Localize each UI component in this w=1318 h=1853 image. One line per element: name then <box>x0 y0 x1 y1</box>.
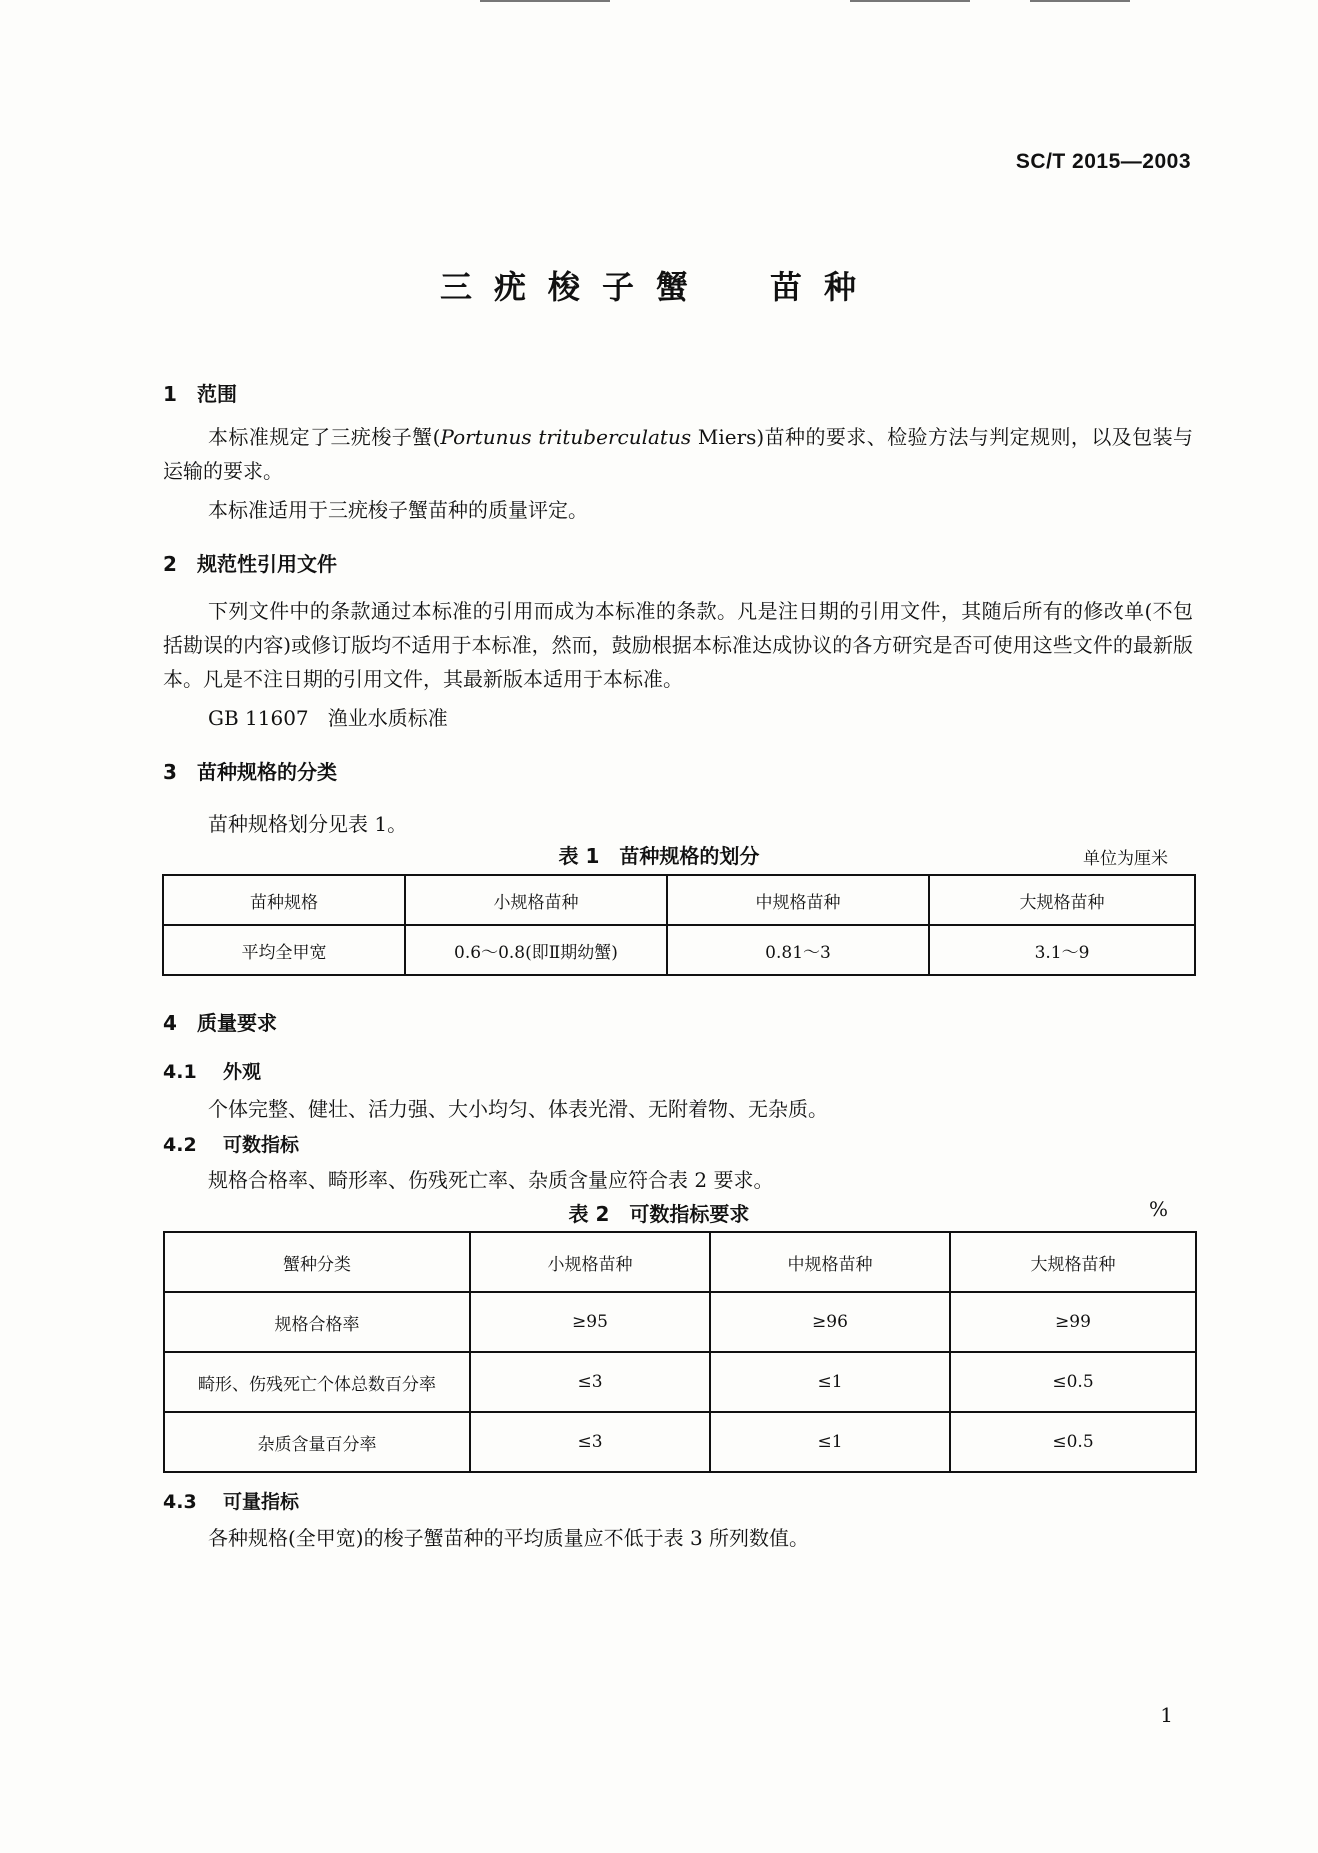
latin-name: Portunus trituberculatus <box>440 425 692 449</box>
section-4-2-heading: 4.2 可数指标 <box>163 1134 300 1156</box>
section-2-paragraph-1: 下列文件中的条款通过本标准的引用而成为本标准的条款。凡是注日期的引用文件，其随后所有的修改单(不包括勘误的内容)或修订版均不适用于本标准，然而，鼓励根据本标准达成协议的各方研究是否可使用这些文件的最新版本。凡是不注日期的引用文件，其最新版本适用于本标准。 <box>163 599 1193 691</box>
table-header-cell: 苗种规格 <box>163 875 405 925</box>
table-header-row <box>163 875 1195 925</box>
section-1-paragraph-1: 本标准规定了三疣梭子蟹(Portunus trituberculatus Miers)苗种的要求、检验方法与判定规则，以及包装与运输的要求。 <box>163 425 1193 483</box>
table-cell: ≥95 <box>470 1292 710 1352</box>
section-3-paragraph-1: 苗种规格划分见表 1。 <box>208 812 408 836</box>
table-header-cell: 大规格苗种 <box>950 1232 1196 1292</box>
table-cell: 畸形、伤残死亡个体总数百分率 <box>164 1352 470 1412</box>
table-row <box>164 1292 1196 1352</box>
title-part-1: 三疣梭子蟹 <box>439 268 710 306</box>
section-4-1-paragraph: 个体完整、健壮、活力强、大小均匀、体表光滑、无附着物、无杂质。 <box>208 1097 828 1121</box>
table-header-cell: 蟹种分类 <box>164 1232 470 1292</box>
table-row <box>163 925 1195 975</box>
table-cell: 0.81～3 <box>667 925 929 975</box>
section-4-2-paragraph: 规格合格率、畸形率、伤残死亡率、杂质含量应符合表 2 要求。 <box>208 1168 774 1192</box>
section-3-heading: 3 苗种规格的分类 <box>163 760 337 784</box>
table-header-cell: 小规格苗种 <box>470 1232 710 1292</box>
section-4-3-paragraph: 各种规格(全甲宽)的梭子蟹苗种的平均质量应不低于表 3 所列数值。 <box>208 1526 810 1550</box>
table-cell: ≤1 <box>710 1412 950 1472</box>
table-cell: 0.6～0.8(即Ⅱ期幼蟹) <box>405 925 667 975</box>
table-header-cell: 中规格苗种 <box>710 1232 950 1292</box>
table-1-caption: 表 1 苗种规格的划分 <box>558 844 760 868</box>
section-1-paragraph-2: 本标准适用于三疣梭子蟹苗种的质量评定。 <box>208 498 588 522</box>
reference-title: 渔业水质标准 <box>327 706 448 730</box>
document-title <box>0 262 1318 308</box>
table-cell: ≤3 <box>470 1352 710 1412</box>
reference-code: GB 11607 <box>208 706 309 730</box>
table-cell: 规格合格率 <box>164 1292 470 1352</box>
section-4-1-heading: 4.1 外观 <box>163 1061 262 1083</box>
table-2 <box>163 1231 1197 1473</box>
table-cell: ≥99 <box>950 1292 1196 1352</box>
table-header-cell: 大规格苗种 <box>929 875 1195 925</box>
table-cell: ≤1 <box>710 1352 950 1412</box>
title-part-2: 苗种 <box>770 268 879 306</box>
scan-artifact <box>480 0 610 2</box>
table-1 <box>162 874 1196 976</box>
table-cell: 3.1～9 <box>929 925 1195 975</box>
table-header-row <box>164 1232 1196 1292</box>
section-1-heading: 1 范围 <box>163 382 237 406</box>
table-2-caption: 表 2 可数指标要求 <box>568 1202 750 1226</box>
table-1-unit: 单位为厘米 <box>1083 849 1168 869</box>
table-header-cell: 小规格苗种 <box>405 875 667 925</box>
page-number: 1 <box>1160 1703 1173 1727</box>
table-cell: 平均全甲宽 <box>163 925 405 975</box>
section-2-heading: 2 规范性引用文件 <box>163 552 337 576</box>
section-4-heading: 4 质量要求 <box>163 1011 277 1035</box>
standard-code: SC/T 2015—2003 <box>1015 150 1191 173</box>
table-cell: ≥96 <box>710 1292 950 1352</box>
table-cell: 杂质含量百分率 <box>164 1412 470 1472</box>
table-cell: ≤0.5 <box>950 1412 1196 1472</box>
table-cell: ≤3 <box>470 1412 710 1472</box>
section-4-3-heading: 4.3 可量指标 <box>163 1491 300 1513</box>
scan-artifact <box>1030 0 1130 2</box>
scan-artifact <box>850 0 970 2</box>
normative-reference <box>208 702 448 731</box>
table-row <box>164 1352 1196 1412</box>
table-header-cell: 中规格苗种 <box>667 875 929 925</box>
table-cell: ≤0.5 <box>950 1352 1196 1412</box>
table-row <box>164 1412 1196 1472</box>
table-2-unit: % <box>1148 1197 1168 1221</box>
